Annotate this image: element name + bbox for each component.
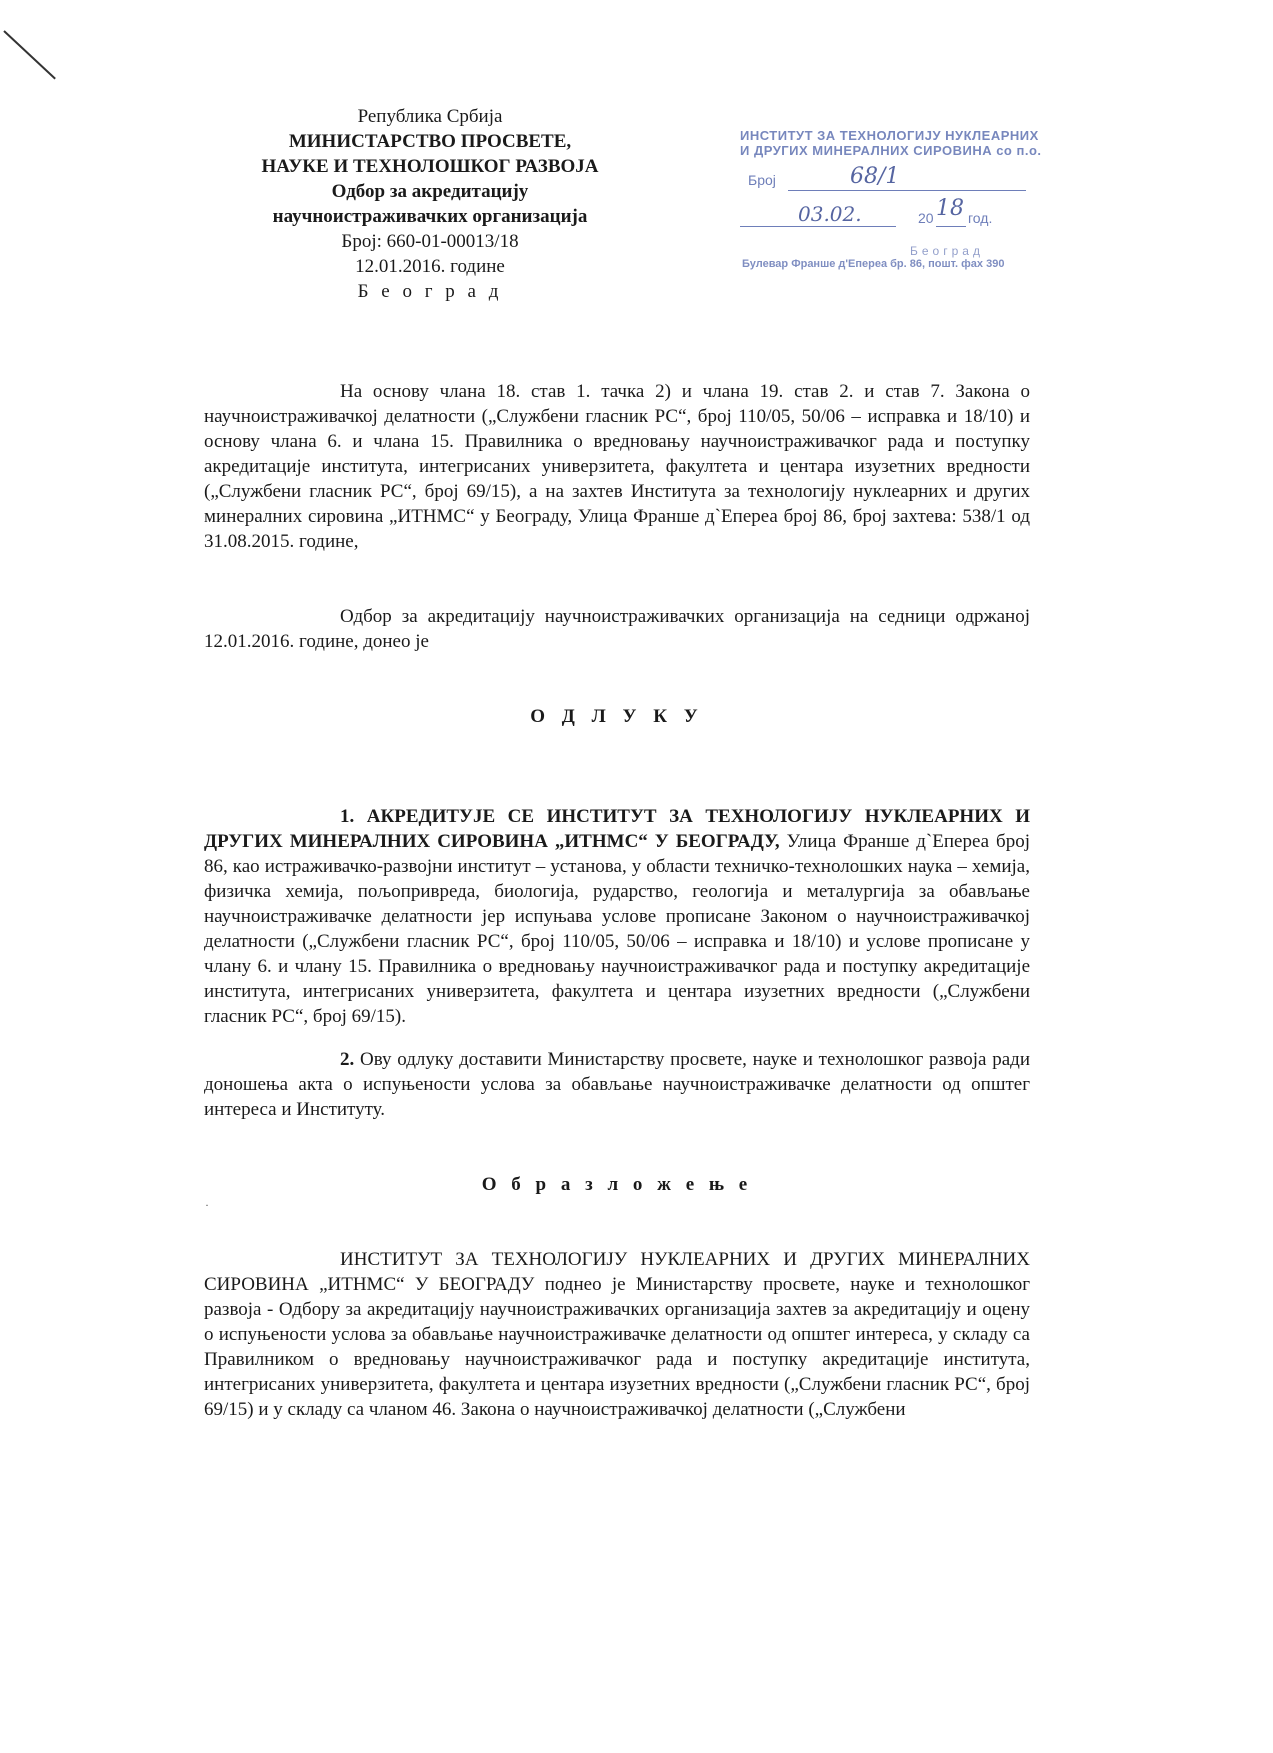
header-board-2: научноистраживачких организација [272, 206, 588, 227]
header-date: 12.01.2016. године [355, 256, 505, 277]
stamp-year-prefix: 20 [918, 210, 934, 226]
stamp-date-handwritten: 03.02. [798, 202, 862, 226]
header-ministry: МИНИСТАРСТВО ПРОСВЕТЕ, [288, 131, 572, 152]
stamp-date-row [740, 192, 1040, 226]
stamp-year-suffix: год. [968, 210, 993, 226]
header-city: Б е о г р а д [357, 281, 503, 302]
decision-item-2-text: Ову одлуку доставити Министарству просвете, науке и технолошког развоја ради доношења акта о испуњености услова за обављање научноистраживачке делатности од општег интереса и Институту. [204, 1049, 1030, 1120]
intro-paragraph: На основу члана 18. став 1. тачка 2) и члана 19. став 2. и став 7. Закона о научноистраживачкој делатности („Службени гласник РС“, број 110/05, 50/06 – исправка и 18/10) и основу члана 6. и члана 15. Правилника о вредновању научноистраживачког рада и поступку акредитације института, интегрисаних универзитета, факултета и центара изузетних вредности („Службени гласник РС“, број 69/15), а на захтев Института за технологију нуклеарних и других минералних сировина „ИТНМС“ у Београду, Улица Франше д`Епереа број 86, број захтева: 538/1 од 31.08.2015. године, [204, 381, 1030, 552]
pen-stroke-mark [3, 30, 56, 79]
decision-item-1-heading: 1. АКРЕДИТУЈЕ СЕ ИНСТИТУТ ЗА ТЕХНОЛОГИЈУ НУКЛЕАРНИХ И ДРУГИХ МИНЕРАЛНИХ СИРОВИНА „ИТНМС“ У БЕОГРАДУ, [204, 806, 1030, 852]
stamp-number-row [740, 158, 1040, 192]
decision-item-1 [204, 804, 1030, 1029]
header-board: Одбор за акредитацију [331, 181, 529, 202]
header-ministry-2: НАУКЕ И ТЕХНОЛОШКОГ РАЗВОЈА [261, 156, 599, 177]
reasoning-paragraph: ИНСТИТУТ ЗА ТЕХНОЛОГИЈУ НУКЛЕАРНИХ И ДРУГИХ МИНЕРАЛНИХ СИРОВИНА „ИТНМС“ У БЕОГРАДУ поднео је Министарству просвете, науке и технолошког развоја - Одбору за акредитацију научноистраживачких организација захтев за акредитацију и оцену о испуњености услова за обављање научноистраживачке делатности од општег интереса, у складу са Правилником о вредновању научноистраживачког рада и поступку акредитације института, интегрисаних универзитета, факултета и центара изузетних вредности („Службени гласник РС“, број 69/15) и у складу са чланом 46. Закона о научноистраживачкој делатности („Службени [204, 1249, 1030, 1420]
stamp-institute-line-1: ИНСТИТУТ ЗА ТЕХНОЛОГИЈУ НУКЛЕАРНИХ [740, 128, 1039, 143]
header-republic: Република Србија [357, 106, 503, 127]
stamp-year-underline [936, 226, 966, 227]
decision-item-2 [204, 1047, 1030, 1122]
decision-item-1-text: Улица Франше д`Епереа број 86, као истраживачко-развојни институт – установа, у области техничко-технолошких наука – хемија, физичка хемија, пољопривреда, биологија, рударство, геологија и металургија за обављање научноистраживачке делатности јер испуњава услове прописане Законом о научноистраживачкој делатности („Службени гласник РС“, број 110/05, 50/06 – исправка и 18/10) и услове прописане у члану 6. и члану 15. Правилника о вредновању научноистраживачког рада и поступку акредитације института, интегрисаних универзитета, факултета и центара изузетних вредности („Службени гласник РС“, број 69/15). [204, 831, 1030, 1027]
stamp-city: Београд [910, 244, 984, 258]
stamp-address: Булевар Франше д'Епереа бр. 86, пошт. фах 390 [742, 258, 1005, 270]
stamp-year-handwritten: 18 [936, 196, 964, 221]
board-paragraph: Одбор за акредитацију научноистраживачких организација на седници одржаној 12.01.2016. године, донео је [204, 606, 1030, 652]
document-header [190, 104, 670, 304]
reasoning-title: О б р а з л о ж е њ е [481, 1174, 753, 1195]
document-body [204, 379, 1030, 1422]
stray-dot: · [205, 1198, 209, 1212]
stamp-date-underline [740, 226, 896, 227]
stamp-number-handwritten: 68/1 [850, 164, 900, 189]
stamp-number-label: Број [748, 172, 776, 188]
stamp-number-underline [788, 190, 1026, 191]
decision-title: О Д Л У К У [530, 706, 704, 727]
header-number: Број: 660-01-00013/18 [341, 231, 519, 252]
decision-item-2-number: 2. [340, 1049, 355, 1070]
registry-stamp [740, 128, 1040, 288]
stamp-institute-line-2: И ДРУГИХ МИНЕРАЛНИХ СИРОВИНА со п.о. [740, 143, 1042, 158]
